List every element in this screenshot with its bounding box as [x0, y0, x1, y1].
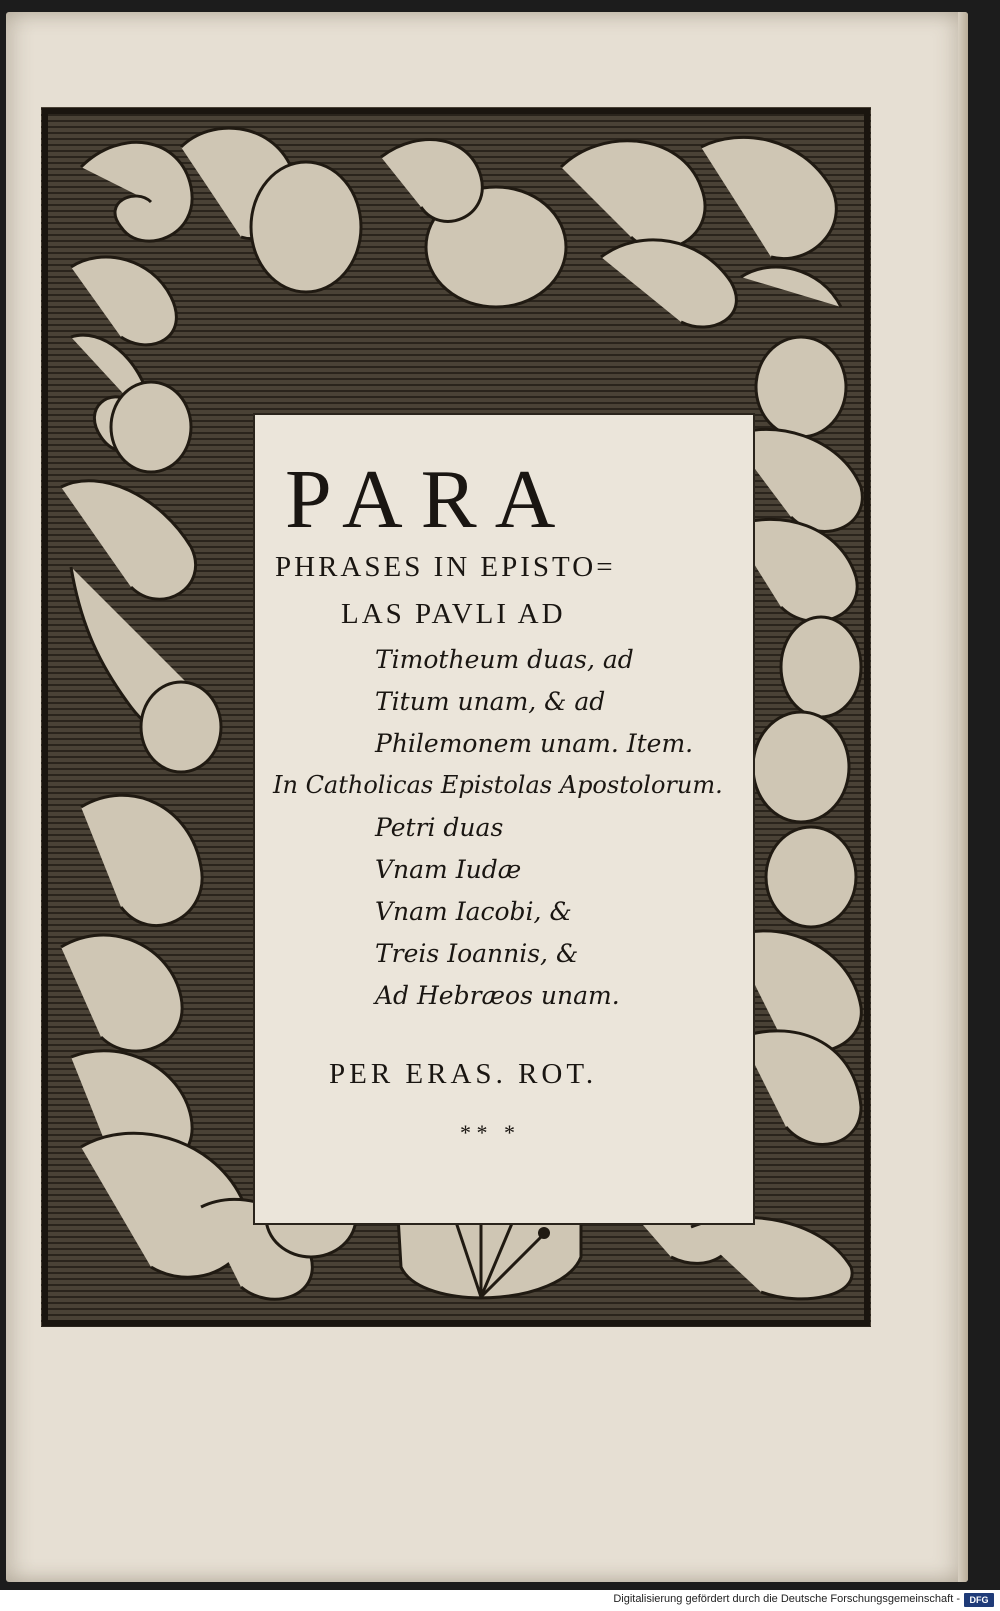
digitization-note: Digitalisierung gefördert durch die Deutsche Forschungsgemeinschaft - — [613, 1593, 960, 1605]
page-edge-shadow — [958, 12, 968, 1582]
italic-line-3: Philemonem unam. Item. — [375, 729, 694, 758]
dfg-logo: DFG — [964, 1593, 994, 1607]
italic-line-1: Timotheum duas, ad — [375, 645, 634, 674]
title-line: PARA — [285, 453, 574, 546]
italic-line-2: Titum unam, & ad — [375, 687, 606, 716]
caps-line-1: PHRASES IN EPISTO= — [275, 551, 616, 583]
italic-line-6: Vnam Iudæ — [375, 855, 522, 884]
book-page — [6, 12, 968, 1582]
italic-line-4: In Catholicas Epistolas Apostolorum. — [273, 771, 723, 799]
star-ornament: * * * — [460, 1120, 515, 1145]
italic-line-9: Ad Hebræos unam. — [375, 981, 620, 1010]
woodcut-border — [41, 107, 871, 1327]
italic-line-5: Petri duas — [375, 813, 504, 842]
digitization-footer — [0, 1590, 1000, 1611]
italic-line-8: Treis Ioannis, & — [375, 939, 579, 968]
title-text-panel — [255, 415, 753, 1223]
italic-line-7: Vnam Iacobi, & — [375, 897, 572, 926]
caps-line-2: LAS PAVLI AD — [341, 598, 566, 630]
author-line: PER ERAS. ROT. — [329, 1058, 598, 1090]
